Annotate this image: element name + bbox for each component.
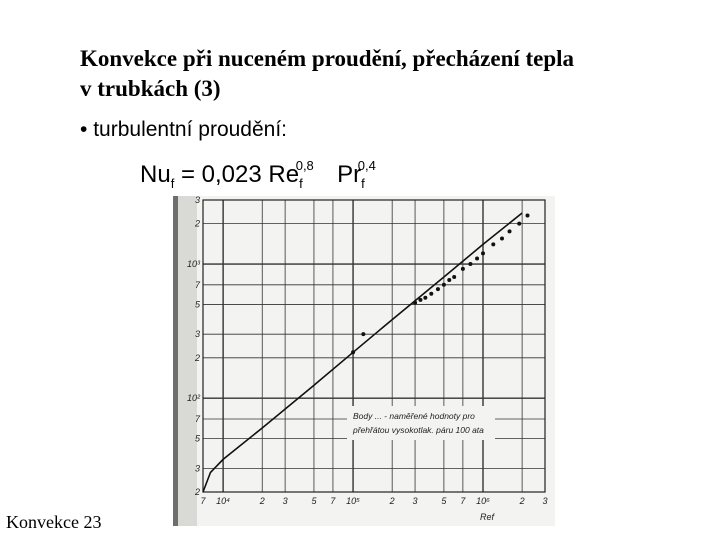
formula-pr-subscript: f [361,176,365,191]
formula-re: Re [268,161,300,188]
x-tick-label: 10⁵ [346,496,360,506]
nusselt-reynolds-chart [173,196,555,526]
nusselt-formula [140,158,376,191]
x-tick-label: 3 [412,496,418,506]
x-tick-label: 10⁶ [476,496,490,506]
y-tick-label: 5 [194,433,200,444]
data-point [500,236,504,240]
x-tick-label: 5 [311,496,317,506]
slide-footer: Konvekce 23 [6,512,102,532]
x-tick-label: 3 [542,496,548,506]
data-point [508,229,512,233]
data-point [491,242,495,246]
formula-nu-subscript: f [170,176,175,191]
data-point [461,267,465,271]
x-axis-label: Ref [480,512,495,522]
title-line-2: v trubkách (3) [80,76,221,101]
data-point [452,275,456,279]
legend-line-1: Body ... - naměřené hodnoty pro [353,411,475,421]
bullet-marker: • [80,118,88,141]
data-point [413,301,417,305]
y-tick-label: 2 [194,218,200,229]
y-tick-label: 3 [194,329,200,340]
y-tick-label: 2 [194,487,200,497]
data-point [351,350,355,354]
formula-coefficient: = 0,023 [180,161,262,188]
x-tick-label: 7 [460,496,466,506]
x-tick-label: 7 [330,496,336,506]
y-tick-label: 5 [194,299,200,310]
formula-pr: Pr [337,161,362,188]
data-point [481,251,485,255]
formula-re-exponent: 0,8 [295,158,314,173]
data-point [361,332,365,336]
data-point [429,292,433,296]
x-tick-label: 3 [282,496,288,506]
data-point [423,296,427,300]
formula-pr-exponent: 0,4 [357,158,376,173]
y-tick-label: 10³ [186,259,200,270]
x-tick-label: 10⁴ [216,496,231,506]
legend-line-2: přehřátou vysokotlak. páru 100 ata [353,425,484,435]
data-point [475,256,479,260]
data-point [447,278,451,282]
bullet-text: turbulentní proudění: [93,118,288,141]
bullet-item [80,118,287,142]
y-tick-label: 7 [194,279,200,290]
data-point [517,222,521,226]
scan-background [173,196,555,526]
data-point [418,298,422,302]
y-tick-label: 3 [194,196,200,205]
y-tick-label: 3 [194,463,200,474]
y-tick-label: 2 [194,352,200,363]
title-line-1: Konvekce při nuceném proudění, přecházení tepla [80,46,575,71]
x-tick-label: 7 [200,496,206,506]
x-tick-label: 2 [259,496,265,506]
data-point [436,287,440,291]
data-point [525,213,529,217]
y-tick-label: 10² [186,393,200,404]
x-tick-label: 2 [519,496,525,506]
data-point [442,283,446,287]
data-point [468,262,472,266]
formula-re-subscript: f [299,176,303,191]
slide-title [80,44,700,104]
scan-shadow-edge [173,196,178,526]
formula-nu: Nu [140,161,171,188]
x-tick-label: 5 [441,496,447,506]
x-tick-label: 2 [389,496,395,506]
y-tick-label: 7 [194,413,200,424]
